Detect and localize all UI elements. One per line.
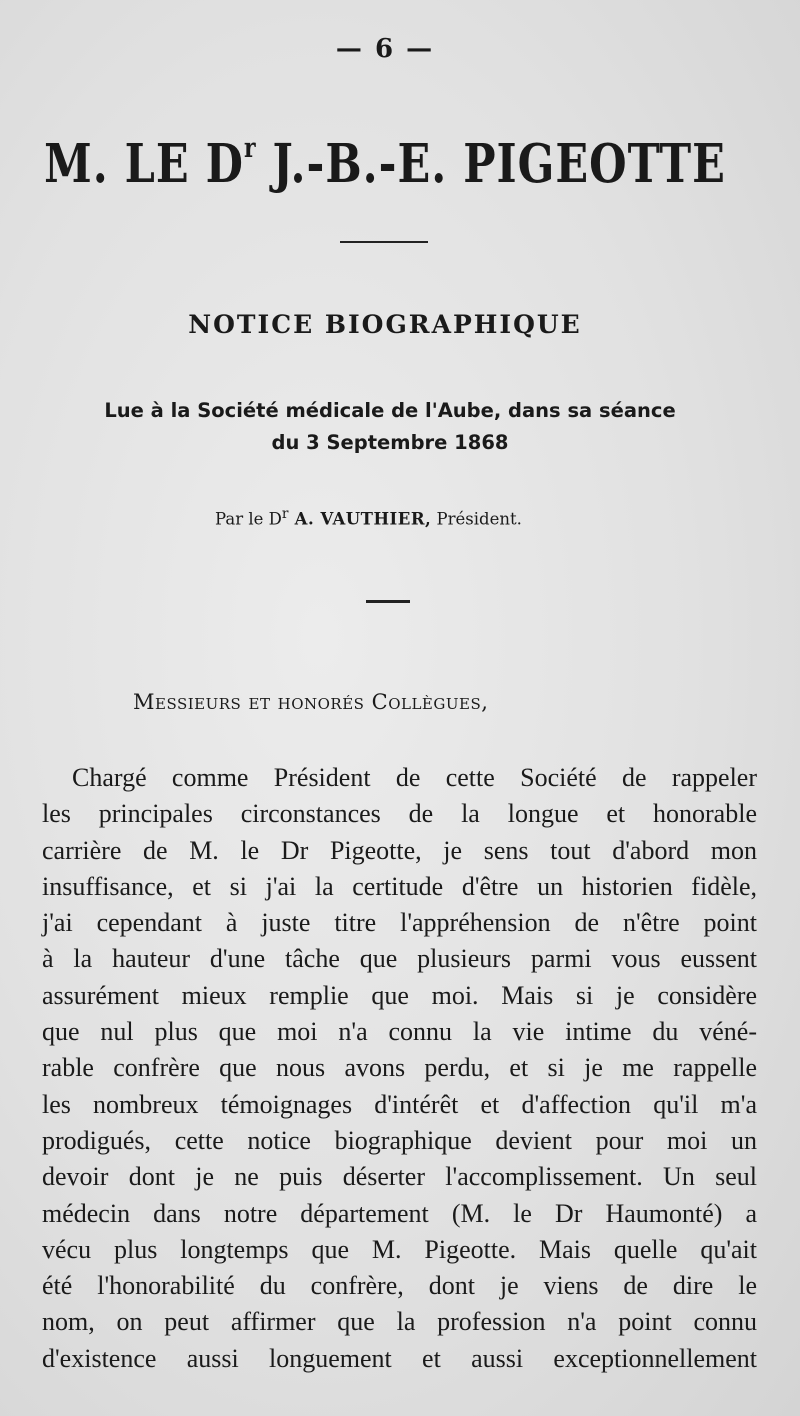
- reading-line-2: du 3 Septembre 1868: [271, 431, 509, 454]
- body-line: les principales circonstances de la longue et honorable: [42, 799, 757, 829]
- body-line: médecin dans notre département (M. le Dr Haumonté) a: [42, 1198, 757, 1228]
- author-superscript: r: [281, 506, 289, 522]
- body-line: à la hauteur d'une tâche que plusieurs parmi vous eussent: [42, 944, 757, 974]
- body-line: insuffisance, et si j'ai la certitude d'être un historien fidèle,: [42, 871, 757, 901]
- page-number: — 6 —: [335, 34, 435, 64]
- body-line: été l'honorabilité du confrère, dont je viens de dire le: [42, 1271, 757, 1301]
- body-line: les nombreux témoignages d'intérêt et d'affection qu'il m'a: [42, 1089, 757, 1119]
- title-superscript: r: [243, 132, 257, 165]
- reading-info: [40, 395, 740, 459]
- body-line: devoir dont je ne puis déserter l'accomplissement. Un seul: [42, 1162, 757, 1192]
- body-text: [42, 760, 757, 1377]
- body-line: vécu plus longtemps que M. Pigeotte. Mais quelle qu'ait: [42, 1234, 757, 1264]
- salutation: Messieurs et honorés Collègues,: [133, 690, 489, 714]
- section-divider: [366, 600, 410, 603]
- page-title: [0, 132, 770, 196]
- body-line: prodigués, cette notice biographique devient pour moi un: [42, 1125, 757, 1155]
- reading-line-1: Lue à la Société médicale de l'Aube, dans sa séance: [104, 399, 676, 422]
- body-line: nom, on peut affirmer que la profession n'a point connu: [42, 1307, 757, 1337]
- title-name: J.-B.-E. PIGEOTTE: [256, 133, 726, 196]
- body-line: rable confrère que nous avons perdu, et si je me rappelle: [42, 1053, 757, 1083]
- body-line: carrière de M. le Dr Pigeotte, je sens tout d'abord mon: [42, 835, 757, 865]
- author-name: A. VAUTHIER,: [288, 509, 432, 529]
- body-line: que nul plus que moi n'a connu la vie intime du véné-: [42, 1017, 757, 1047]
- author-line: [215, 506, 735, 529]
- body-line: Chargé comme Président de cette Société de rappeler: [72, 763, 757, 792]
- author-role: Président.: [431, 509, 522, 529]
- subtitle: NOTICE BIOGRAPHIQUE: [188, 310, 582, 339]
- author-prefix: Par le D: [215, 509, 282, 529]
- body-line: j'ai cependant à juste titre l'appréhension de n'être point: [42, 908, 757, 938]
- title-prefix: M. LE D: [44, 133, 244, 196]
- title-divider: [340, 241, 428, 243]
- body-line: assurément mieux remplie que moi. Mais si je considère: [42, 980, 757, 1010]
- body-line: d'existence aussi longuement et aussi exceptionnellement: [42, 1343, 757, 1373]
